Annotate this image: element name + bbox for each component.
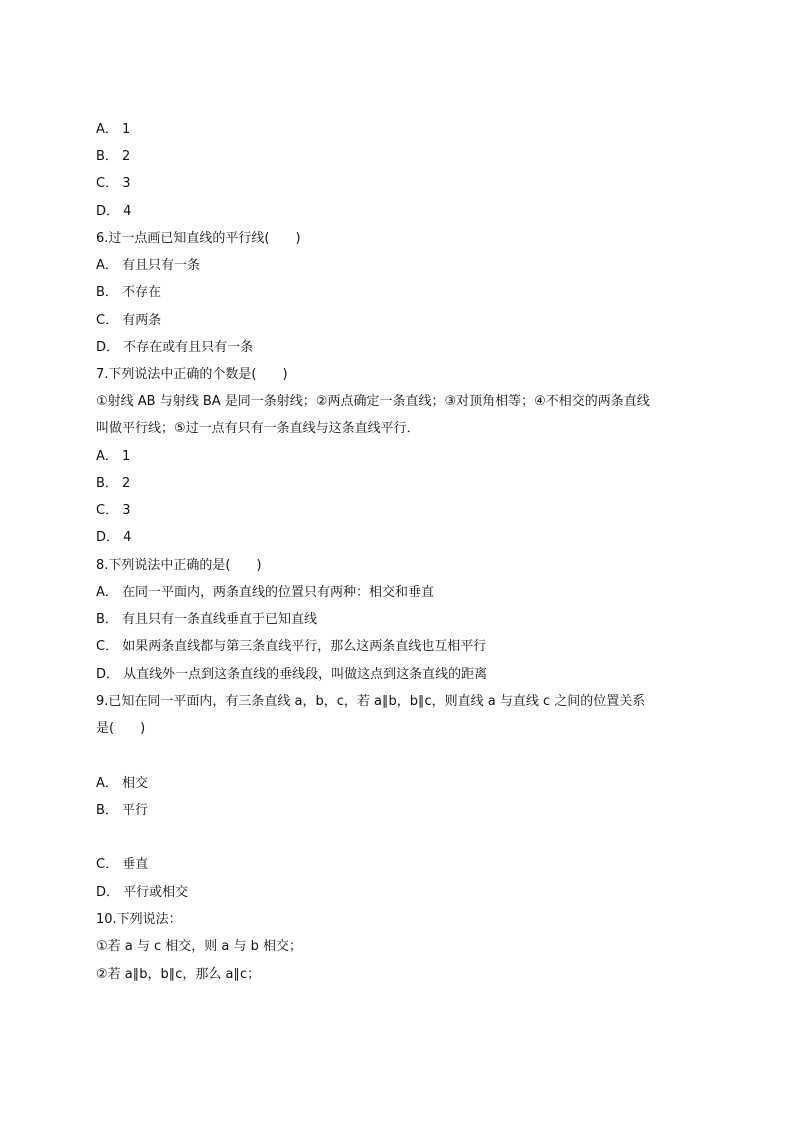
q8-option-b: B． 有且只有一条直线垂直于已知直线 — [96, 612, 318, 627]
q8-option-a: A． 在同一平面内，两条直线的位置只有两种：相交和垂直 — [96, 585, 435, 600]
q9-question-line-2: 是( ) — [96, 721, 146, 736]
q6-question: 6.过一点画已知直线的平行线( ) — [96, 231, 301, 246]
q6-option-a: A． 有且只有一条 — [96, 258, 201, 273]
q7-option-b: B． 2 — [96, 476, 131, 491]
q10-question: 10.下列说法： — [96, 912, 182, 927]
q5-option-c: C． 3 — [96, 176, 131, 191]
q10-statement-1: ①若 a 与 c 相交，则 a 与 b 相交； — [96, 939, 303, 954]
q6-option-d: D． 不存在或有且只有一条 — [96, 340, 254, 355]
q7-question: 7.下列说法中正确的个数是( ) — [96, 367, 288, 382]
q7-option-a: A． 1 — [96, 449, 131, 464]
q8-option-d: D． 从直线外一点到这条直线的垂线段，叫做这点到这条直线的距离 — [96, 667, 488, 682]
q9-question-line-1: 9.已知在同一平面内，有三条直线 a，b，c，若 a∥b，b∥c，则直线 a 与直线 c 之间的位置关系 — [96, 694, 646, 709]
q9-option-d: D． 平行或相交 — [96, 885, 189, 900]
q5-option-b: B． 2 — [96, 149, 131, 164]
q6-option-c: C． 有两条 — [96, 313, 162, 328]
q7-option-c: C． 3 — [96, 503, 131, 518]
q5-option-d: D． 4 — [96, 204, 132, 219]
q9-option-b: B． 平行 — [96, 803, 149, 818]
q9-option-c: C． 垂直 — [96, 857, 149, 872]
q9-option-a: A． 相交 — [96, 776, 149, 791]
q6-option-b: B． 不存在 — [96, 285, 162, 300]
q7-statements-line-2: 叫做平行线；⑤过一点有只有一条直线与这条直线平行． — [96, 421, 420, 436]
q7-statements-line-1: ①射线 AB 与射线 BA 是同一条射线；②两点确定一条直线；③对顶角相等；④不相交的两条直线 — [96, 394, 650, 409]
q8-question: 8.下列说法中正确的是( ) — [96, 558, 262, 573]
q7-option-d: D． 4 — [96, 530, 132, 545]
q5-option-a: A． 1 — [96, 122, 131, 137]
q8-option-c: C． 如果两条直线都与第三条直线平行，那么这两条直线也互相平行 — [96, 639, 487, 654]
q10-statement-2: ②若 a∥b，b∥c，那么 a∥c； — [96, 967, 261, 982]
